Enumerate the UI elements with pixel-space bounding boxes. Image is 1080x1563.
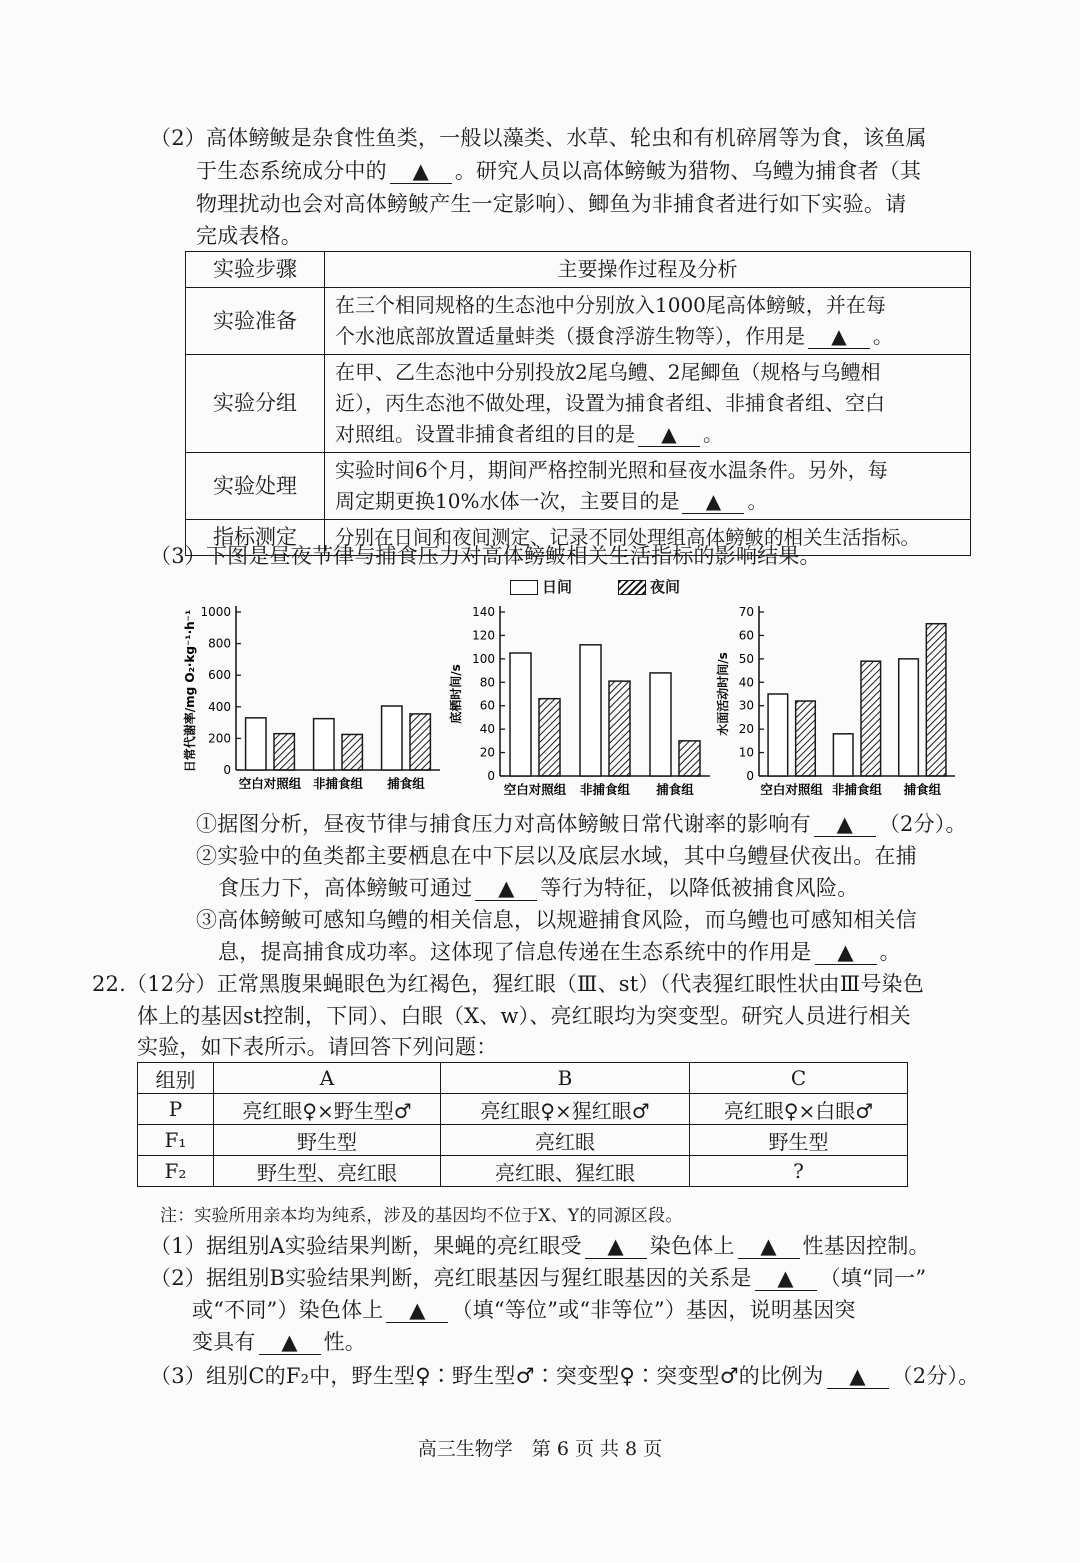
x-tick-label: 空白对照组	[503, 782, 567, 797]
x-tick-label: 非捕食组	[312, 776, 364, 791]
q22-sub1: （1）据组别A实验结果判断，果蝇的亮红眼受 ▲ 染色体上 ▲ 性基因控制。	[150, 1234, 930, 1258]
y-tick-label: 1000	[200, 605, 231, 619]
table-row	[186, 288, 971, 355]
table-cell: F₁	[138, 1125, 214, 1156]
content-cell: 在甲、乙生态池中分别投放2尾乌鳢、2尾鲫鱼（规格与乌鳢相 近），丙生态池不做处理，设置为捕食者组、非捕食者组、空白 对照组。设置非捕食者组的目的是 ▲ 。	[325, 355, 971, 453]
cross-table	[137, 1062, 908, 1187]
experiment-table	[185, 251, 971, 556]
y-axis-label: 底栖时间/s	[449, 664, 463, 724]
table-row	[138, 1094, 908, 1125]
answer-blank[interactable]: ▲	[738, 1234, 800, 1259]
table-header-row	[138, 1063, 908, 1094]
table-row	[186, 355, 971, 453]
legend-night-swatch	[618, 580, 646, 595]
step-cell: 指标测定	[186, 520, 325, 556]
answer-blank[interactable]: ▲	[755, 1266, 817, 1291]
q2-line4: 完成表格。	[196, 224, 302, 248]
y-tick-label: 0	[746, 769, 754, 783]
metabolic-rate-chart	[180, 600, 455, 805]
q22-line2: 体上的基因st控制，下同）、白眼（X、w）、亮红眼均为突变型。研究人员进行相关	[137, 1004, 911, 1028]
bar-day	[314, 719, 334, 770]
bar-day	[650, 673, 671, 776]
bar-night	[609, 681, 630, 776]
table-header-cell: 实验步骤	[186, 252, 325, 288]
table-cell: P	[138, 1094, 214, 1125]
table-row	[138, 1156, 908, 1187]
content-cell: 实验时间6个月，期间严格控制光照和昼夜水温条件。另外，每 周定期更换10%水体一次，主要目的是 ▲ 。	[325, 453, 971, 520]
bar-day	[899, 659, 919, 776]
q22-sub2c: 变具有 ▲ 性。	[192, 1330, 367, 1354]
x-tick-label: 捕食组	[903, 782, 942, 797]
answer-blank[interactable]: ▲	[585, 1234, 647, 1259]
answer-blank[interactable]: ▲	[259, 1330, 321, 1355]
y-axis-label: 水面活动时间/s	[716, 652, 730, 736]
y-tick-label: 50	[738, 651, 754, 666]
y-tick-label: 40	[738, 675, 754, 690]
bar-night	[796, 701, 816, 776]
y-tick-label: 10	[738, 745, 754, 760]
bar-night	[861, 661, 881, 776]
table-header-cell: A	[214, 1063, 441, 1094]
bar-night	[274, 734, 294, 770]
bar-night	[926, 624, 946, 776]
table-cell: 亮红眼、猩红眼	[441, 1156, 690, 1187]
y-tick-label: 20	[738, 722, 754, 737]
table-note: 注：实验所用亲本均为纯系，涉及的基因均不位于X、Y的同源区段。	[160, 1206, 683, 1226]
y-tick-label: 60	[738, 628, 754, 643]
y-tick-label: 100	[472, 651, 495, 666]
answer-blank[interactable]: ▲	[814, 812, 876, 837]
table-header-cell: B	[441, 1063, 690, 1094]
y-tick-label: 70	[738, 605, 754, 619]
y-tick-label: 400	[208, 699, 231, 714]
table-row	[138, 1125, 908, 1156]
q22-line3: 实验，如下表所示。请回答下列问题：	[137, 1035, 498, 1059]
answer-blank[interactable]: ▲	[386, 1298, 448, 1323]
table-cell: ?	[690, 1156, 908, 1187]
answer-blank[interactable]: ▲	[808, 324, 870, 349]
q3-sub2b: 食压力下，高体鳑鲏可通过 ▲ 等行为特征，以降低被捕食风险。	[218, 876, 859, 900]
q2-line2: 于生态系统成分中的 ▲ 。研究人员以高体鳑鲏为猎物、乌鳢为捕食者（其	[196, 159, 922, 183]
table-header-cell: 主要操作过程及分析	[325, 252, 971, 288]
q22-sub2a: （2）据组别B实验结果判断，亮红眼基因与猩红眼基因的关系是 ▲ （填“同一”	[150, 1266, 927, 1290]
q2-line3: 物理扰动也会对高体鳑鲏产生一定影响）、鲫鱼为非捕食者进行如下实验。请	[196, 192, 907, 216]
bar-night	[679, 741, 700, 776]
answer-blank[interactable]: ▲	[827, 1364, 889, 1389]
content-cell: 在三个相同规格的生态池中分别放入1000尾高体鳑鲏，并在每 个水池底部放置适量蚌类（摄食浮游生物等），作用是 ▲ 。	[325, 288, 971, 355]
bottom-time-chart	[448, 600, 720, 805]
table-cell: 亮红眼	[441, 1125, 690, 1156]
y-tick-label: 120	[472, 628, 495, 643]
y-tick-label: 0	[487, 769, 495, 783]
step-cell: 实验分组	[186, 355, 325, 453]
legend-night: 夜间	[618, 576, 680, 597]
step-cell: 实验处理	[186, 453, 325, 520]
table-row	[186, 453, 971, 520]
table-header-row	[186, 252, 971, 288]
x-tick-label: 捕食组	[387, 776, 425, 791]
surface-time-chart	[715, 600, 965, 805]
table-cell: 野生型、亮红眼	[214, 1156, 441, 1187]
y-tick-label: 0	[223, 763, 231, 777]
y-tick-label: 800	[208, 636, 231, 651]
x-tick-label: 捕食组	[656, 782, 694, 797]
table-cell: 亮红眼♀×白眼♂	[690, 1094, 908, 1125]
bar-day	[768, 694, 788, 776]
table-cell: 野生型	[690, 1125, 908, 1156]
table-header-cell: C	[690, 1063, 908, 1094]
step-cell: 实验准备	[186, 288, 325, 355]
x-tick-label: 非捕食组	[831, 782, 883, 797]
x-tick-label: 空白对照组	[760, 782, 823, 797]
answer-blank[interactable]: ▲	[682, 489, 744, 514]
bar-night	[539, 699, 560, 776]
bar-day	[382, 706, 402, 770]
table-cell: 野生型	[214, 1125, 441, 1156]
answer-blank[interactable]: ▲	[638, 422, 700, 447]
q3-sub2a: ②实验中的鱼类都主要栖息在中下层以及底层水域，其中乌鳢昼伏夜出。在捕	[196, 844, 917, 868]
y-tick-label: 20	[479, 745, 495, 760]
table-header-cell: 组别	[138, 1063, 214, 1094]
bar-night	[410, 714, 430, 770]
x-tick-label: 空白对照组	[238, 776, 302, 791]
answer-blank[interactable]: ▲	[475, 876, 537, 901]
q2-line1: （2）高体鳑鲏是杂食性鱼类，一般以藻类、水草、轮虫和有机碎屑等为食，该鱼属	[150, 126, 927, 150]
y-tick-label: 200	[208, 731, 231, 746]
q3-sub3b: 息，提高捕食成功率。这体现了信息传递在生态系统中的作用是 ▲ 。	[218, 940, 901, 964]
answer-blank[interactable]: ▲	[390, 159, 452, 184]
answer-blank[interactable]: ▲	[815, 940, 877, 965]
bar-day	[833, 734, 853, 776]
bar-day	[510, 653, 531, 776]
q3-intro: （3）下图是昼夜节律与捕食压力对高体鳑鲏相关生活指标的影响结果。	[150, 544, 821, 568]
bar-day	[580, 645, 601, 776]
q22-sub2b: 或“不同”）染色体上 ▲ （填“等位”或“非等位”）基因，说明基因突	[192, 1298, 856, 1322]
y-tick-label: 600	[208, 668, 231, 683]
y-axis-label: 日常代谢率/mg O₂·kg⁻¹·h⁻¹	[183, 609, 197, 773]
q3-sub3a: ③高体鳑鲏可感知乌鳢的相关信息，以规避捕食风险，而乌鳢也可感知相关信	[196, 908, 917, 932]
y-tick-label: 30	[738, 698, 754, 713]
table-cell: 亮红眼♀×猩红眼♂	[441, 1094, 690, 1125]
y-tick-label: 40	[479, 722, 495, 737]
table-cell: 亮红眼♀×野生型♂	[214, 1094, 441, 1125]
y-tick-label: 60	[479, 698, 495, 713]
page-footer: 高三生物学 第 6 页 共 8 页	[417, 1438, 663, 1460]
y-tick-label: 140	[472, 605, 495, 619]
legend-day: 日间	[510, 576, 572, 597]
x-tick-label: 非捕食组	[579, 782, 631, 797]
bar-day	[246, 718, 266, 770]
content-cell: 分别在日间和夜间测定、记录不同处理组高体鳑鲏的相关生活指标。	[325, 520, 971, 556]
q3-sub1: ①据图分析，昼夜节律与捕食压力对高体鳑鲏日常代谢率的影响有 ▲ （2分）。	[196, 812, 967, 836]
y-tick-label: 80	[479, 675, 495, 690]
q22-line1: 22.（12分）正常黑腹果蝇眼色为红褐色，猩红眼（Ⅲ、st）（代表猩红眼性状由Ⅲ号染色	[92, 972, 924, 996]
q22-sub3: （3）组别C的F₂中，野生型♀∶野生型♂∶突变型♀∶突变型♂的比例为 ▲ （2分）。	[150, 1364, 980, 1388]
legend-day-swatch	[510, 580, 538, 595]
bar-night	[342, 734, 362, 770]
table-cell: F₂	[138, 1156, 214, 1187]
